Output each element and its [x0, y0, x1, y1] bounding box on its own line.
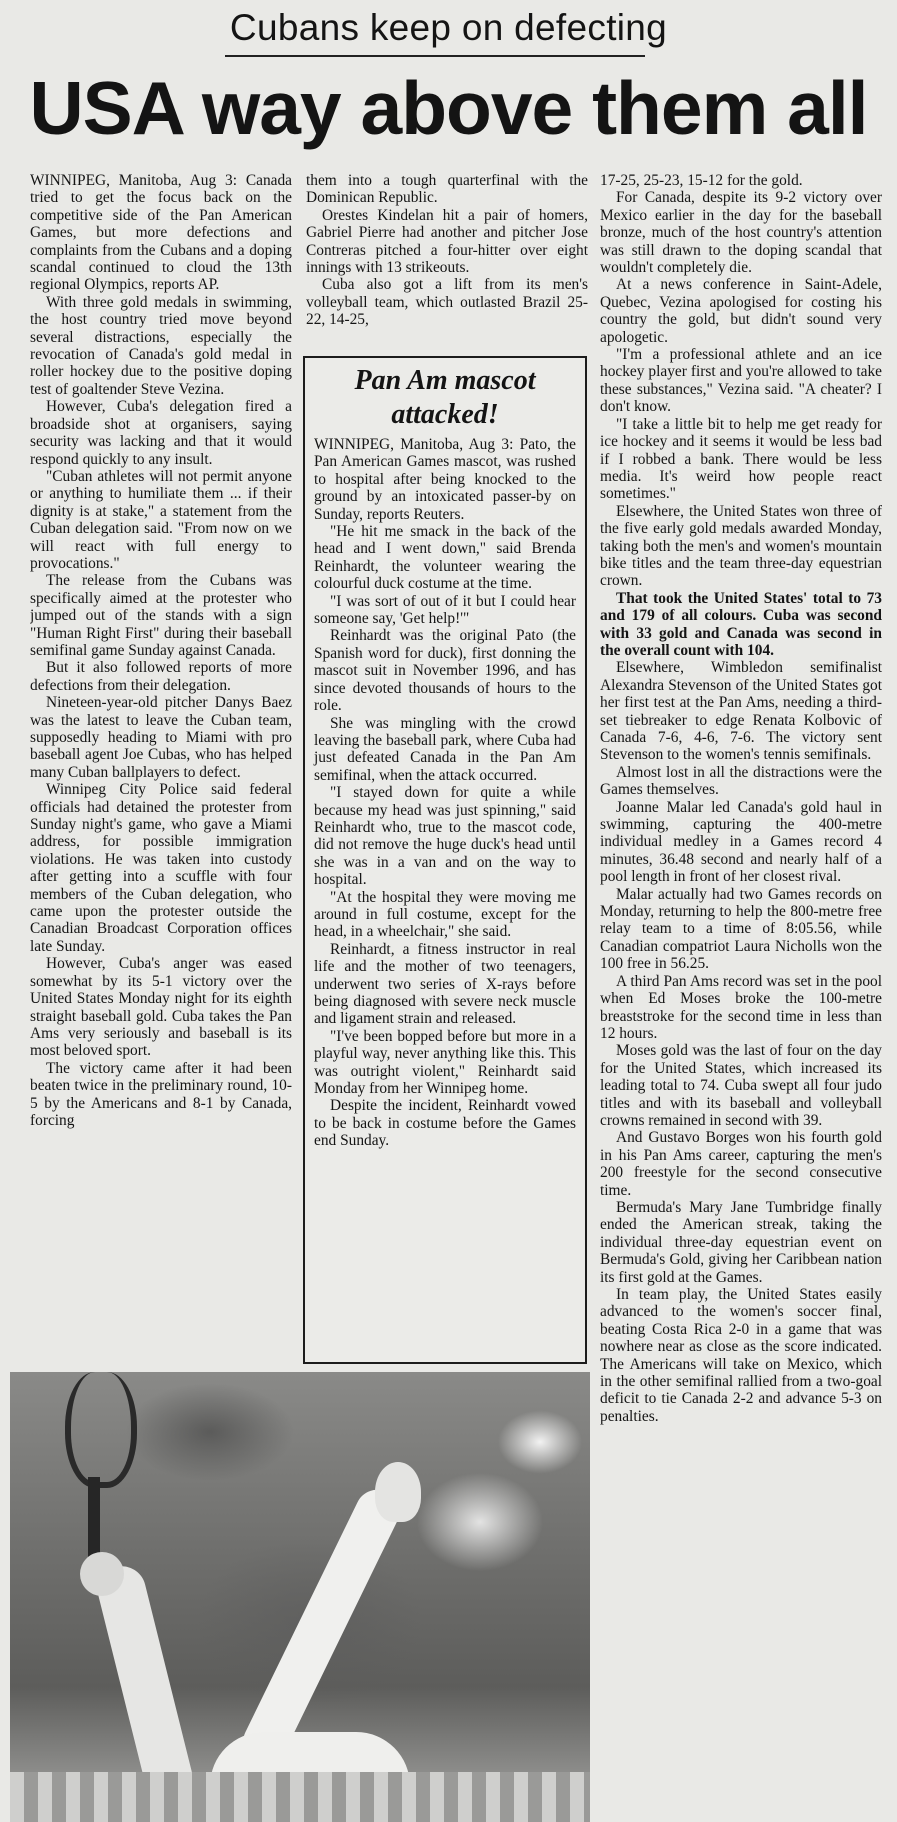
- sidebar-body: [314, 436, 576, 1150]
- hand-shape: [375, 1462, 421, 1522]
- paragraph: And Gustavo Borges won his fourth gold in his Pan Ams career, capturing the men's 200 freestyle for the second consecutive time.: [600, 1129, 882, 1199]
- paragraph: Moses gold was the last of four on the day for the United States, which increased its leading total to 74. Cuba swept all four judo titles and with its baseball and volleyball crowns remained in second with 39.: [600, 1042, 882, 1129]
- paragraph: However, Cuba's delegation fired a broadside shot at organisers, saying security was lacking and that it would respond quickly to any insult.: [30, 398, 292, 468]
- article-column-2: [306, 172, 588, 352]
- sidebar-story-box: [303, 356, 587, 1364]
- article-column-1: [30, 172, 292, 1362]
- paragraph: Cuba also got a lift from its men's volleyball team, which outlasted Brazil 25-22, 14-25,: [306, 276, 588, 329]
- paragraph: WINNIPEG, Manitoba, Aug 3: Pato, the Pan American Games mascot, was rushed to hospital after being knocked to the ground by an intoxicated passer-by on Sunday, reports Reuters.: [314, 436, 576, 523]
- paragraph: At a news conference in Saint-Adele, Quebec, Vezina apologised for costing his country the gold, but didn't sound very apologetic.: [600, 276, 882, 346]
- paragraph: "He hit me smack in the back of the head and I went down," said Brenda Reinhardt, the volunteer wearing the colourful duck costume at the time.: [314, 523, 576, 593]
- article-column-3: [600, 172, 882, 1812]
- racket-icon: [65, 1372, 137, 1488]
- paragraph: "I'm a professional athlete and an ice hockey player first and you're allowed to take these substances," Vezina said. "A cheater? I don't know.: [600, 346, 882, 416]
- main-headline: USA way above them all: [29, 66, 868, 150]
- raised-arm-shape: [236, 1482, 407, 1771]
- paragraph: In team play, the United States easily advanced to the women's soccer final, beating Costa Rica 2-0 in a game that was nowhere near as close as the score indicated. The Americans will take on Mexico, which in the other semifinal rallied from a two-goal deficit to tie Canada 2-2 and advance 5-3 on penalties.: [600, 1286, 882, 1425]
- raised-arm-shape: [93, 1561, 198, 1805]
- paragraph: Winnipeg City Police said federal officials had detained the protester from Sunday night's game, who gave a Miami address, for possible immigration violations. He was taken into custody after getting into a scuffle with four members of the Cuban delegation, who came upon the protester outside the Canadian Broadcast Corporation offices late Sunday.: [30, 781, 292, 955]
- paragraph: She was mingling with the crowd leaving the baseball park, where Cuba had just defeated Canada in the Pan Am semifinal, when the attack occurred.: [314, 714, 576, 784]
- paragraph: For Canada, despite its 9-2 victory over Mexico earlier in the day for the baseball bronze, much of the host country's attention was still drawn to the doping scandal that wouldn't completely die.: [600, 189, 882, 277]
- paragraph: "I was sort of out of it but I could hear someone say, 'Get help!'": [314, 592, 576, 628]
- paragraph: them into a tough quarterfinal with the Dominican Republic.: [306, 172, 588, 207]
- paragraph: A third Pan Ams record was set in the pool when Ed Moses broke the 100-metre breaststroke for the second time in less than 12 hours.: [600, 972, 882, 1042]
- paragraph: 17-25, 25-23, 15-12 for the gold.: [600, 172, 803, 189]
- paragraph: "At the hospital they were moving me around in full costume, except for the head, in a wheelchair," she said.: [314, 888, 576, 941]
- paragraph: Despite the incident, Reinhardt vowed to be back in costume before the Games end Sunday.: [314, 1097, 576, 1150]
- paragraph: The release from the Cubans was specifically aimed at the protester who jumped out of the stands with a sign "Human Right First" during their baseball semifinal game Sunday against Canada.: [30, 572, 292, 659]
- kicker-rule: [225, 55, 645, 57]
- paragraph: Elsewhere, Wimbledon semifinalist Alexandra Stevenson of the United States got her first test at the Pan Ams, needing a third-set tiebreaker to edge Renata Kolbovic of Canada 7-6, 4-6, 7-6. The victory sent Stevenson to the women's tennis semifinals.: [600, 659, 882, 764]
- paragraph: However, Cuba's anger was eased somewhat by its 5-1 victory over the United States Monday night for its eighth straight baseball gold. Cuba takes the Pan Ams very seriously and baseball is its most beloved sport.: [30, 955, 292, 1060]
- paragraph: With three gold medals in swimming, the host country tried move beyond several distractions, especially the revocation of Canada's gold medal in roller hockey due to the positive doping test of goaltender Steve Vezina.: [30, 293, 292, 398]
- paragraph: Almost lost in all the distractions were the Games themselves.: [600, 763, 882, 799]
- paragraph: Nineteen-year-old pitcher Danys Baez was the latest to leave the Cuban team, supposedly heading to Miami with pro baseball agent Joe Cubas, who has helped many Cuban ballplayers to defect.: [30, 694, 292, 781]
- news-photo-tennis-player: [10, 1372, 590, 1822]
- paragraph: But it also followed reports of more defections from their delegation.: [30, 659, 292, 694]
- paragraph: Orestes Kindelan hit a pair of homers, Gabriel Pierre had another and pitcher Jose Contreras pitched a four-hitter over eight innings with 13 strikeouts.: [306, 206, 588, 277]
- paragraph: Reinhardt, a fitness instructor in real life and the mother of two teenagers, underwent two series of X-rays before being diagnosed with severe neck muscle and ligament strain and released.: [314, 940, 576, 1028]
- paragraph: "I take a little bit to help me get ready for ice hockey and it seems it would be less bad if I robbed a bank. There would be less media. It's weird how people react sometimes.": [600, 415, 882, 503]
- sidebar-headline: Pan Am mascot attacked!: [354, 365, 536, 430]
- stands-backdrop: [10, 1772, 590, 1822]
- paragraph: Malar actually had two Games records on Monday, returning to help the 800-metre free relay team to a time of 8:05.56, while Canadian compatriot Laura Nicholls won the 100 free in 56.25.: [600, 885, 882, 973]
- paragraph: "Cuban athletes will not permit anyone or anything to humiliate them ... if their dignity is at stake," a statement from the Cuban delegation said. "From now on we will react with full energy to provocations.": [30, 467, 292, 572]
- paragraph: The victory came after it had been beaten twice in the preliminary round, 10-5 by the Americans and 8-1 by Canada, forcing: [30, 1059, 292, 1129]
- paragraph: Joanne Malar led Canada's gold haul in swimming, capturing the 400-metre individual medley in a Games record 4 minutes, 36.48 second and nearly half of a pool length in front of her closest rival.: [600, 798, 882, 886]
- paragraph: Reinhardt was the original Pato (the Spanish word for duck), first donning the mascot suit in November 1996, and has since devoted thousands of hours to the role.: [314, 627, 576, 715]
- paragraph-bold: [600, 590, 882, 660]
- paragraph: "I stayed down for quite a while because my head was just spinning," said Reinhardt who, true to the mascot code, did not remove the huge duck's head until she was in a van and on the way to hospital.: [314, 784, 576, 889]
- paragraph: WINNIPEG, Manitoba, Aug 3: Canada tried to get the focus back on the competitive side of the Pan American Games, but more defections and complaints from the Cubans and a doping scandal continued to cloud the 13th regional Olympics, reports AP.: [30, 172, 292, 294]
- paragraph: Bermuda's Mary Jane Tumbridge finally ended the American streak, taking the individual three-day equestrian event on Bermuda's Gold, giving her Caribbean nation its first gold at the Games.: [600, 1198, 882, 1286]
- bold-text: That took the United States' total to 73 and 179 of all colours. Cuba was second with 33 gold and Canada was second in the overall count with 104.: [600, 589, 882, 659]
- paragraph: Elsewhere, the United States won three of the five early gold medals awarded Monday, taking both the men's and women's mountain bike titles and the team three-day equestrian crown.: [600, 502, 882, 590]
- kicker-headline: Cubans keep on defecting: [229, 7, 668, 48]
- paragraph: "I've been bopped before but more in a playful way, never anything like this. This was outright violent," Reinhardt said Monday from her Winnipeg home.: [314, 1027, 576, 1098]
- hand-shape: [80, 1552, 124, 1596]
